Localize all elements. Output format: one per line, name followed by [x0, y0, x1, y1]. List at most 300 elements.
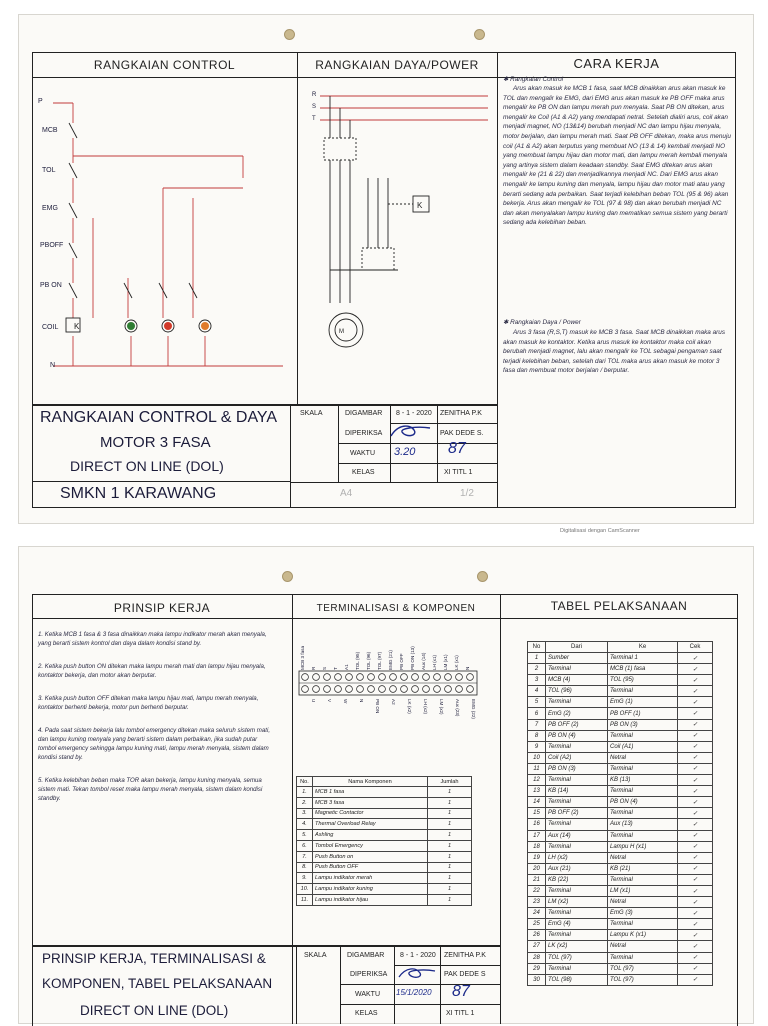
- pel-cell-cek: ✓: [678, 797, 713, 808]
- pel-cell-dari: Terminal: [546, 741, 608, 752]
- terminal-screw: [368, 674, 375, 681]
- terminal-screw: [445, 674, 452, 681]
- digambar2-name: ZENITHA P.K: [444, 952, 486, 959]
- terminal-screw: [390, 686, 397, 693]
- table-row: [528, 908, 713, 919]
- komp-cell-no: 7.: [297, 851, 313, 862]
- pel-cell-no: 13: [528, 786, 546, 797]
- pel-cell-no: 7: [528, 719, 546, 730]
- terminal-screw: [313, 686, 320, 693]
- pel-cell-cek: ✓: [678, 897, 713, 908]
- binder-hole: [477, 571, 488, 582]
- prinsip-item: 4. Pada saat sistem bekerja lalu tombol emergency ditekan maka seluruh sistem mati, dan lampu kuning menyala yang berarti sistem dalam perbaikan, jika sudah putar tombol emergency sehingga lampu kuning mati, lampu merah menyala, sistem dalam kondisi stand by.: [38, 727, 271, 761]
- komp-cell-no: 1.: [297, 787, 313, 798]
- pel-cell-dari: PB ON (3): [546, 763, 608, 774]
- terminal-screw: [302, 674, 309, 681]
- table-row: [297, 797, 472, 808]
- pelaksanaan-table: [527, 641, 713, 986]
- pel-cell-dari: Terminal: [546, 885, 608, 896]
- waktu2-label: WAKTU: [355, 991, 381, 998]
- pel-cell-dari: Terminal: [546, 819, 608, 830]
- power-circuit-diagram: [298, 78, 497, 403]
- pel-cell-no: 3: [528, 675, 546, 686]
- pel-cell-no: 16: [528, 819, 546, 830]
- waktu-label: WAKTU: [350, 450, 376, 457]
- pel-cell-cek: ✓: [678, 963, 713, 974]
- terminal-screw: [467, 686, 474, 693]
- table-row: [528, 708, 713, 719]
- pel-cell-dari: Terminal: [546, 697, 608, 708]
- terminal-screw: [324, 674, 331, 681]
- table-row: [528, 697, 713, 708]
- terminal-screw: [412, 686, 419, 693]
- nilai2-value: 87: [452, 983, 470, 1000]
- terminal-label: LH (x1): [432, 654, 437, 670]
- terminal-screw: [423, 686, 430, 693]
- komp-cell-no: 11.: [297, 894, 313, 905]
- table-row: [528, 874, 713, 885]
- terminal-label: T: [333, 667, 338, 670]
- school-name: SMKN 1 KARAWANG: [60, 485, 217, 502]
- pel-cell-no: 27: [528, 941, 546, 952]
- terminal-bottom-labels: [300, 699, 480, 739]
- table-row: [528, 863, 713, 874]
- prinsip-item: 1. Ketika MCB 1 fasa & 3 fasa dinaikkan maka lampu indikator merah akan menyala, yang berarti sistem kontrol dan daya dalam kondisi stand by.: [38, 631, 267, 647]
- pel-cell-no: 18: [528, 841, 546, 852]
- pel-cell-cek: ✓: [678, 763, 713, 774]
- pel-cell-ke: Terminal: [608, 686, 678, 697]
- komp-cell-no: 5.: [297, 830, 313, 841]
- digambar2-label: DIGAMBAR: [347, 952, 385, 959]
- pel-cell-no: 15: [528, 808, 546, 819]
- komp-cell-no: 10.: [297, 884, 313, 895]
- table-row: [297, 894, 472, 905]
- terminal-screw: [346, 674, 353, 681]
- pel-cell-ke: Netral: [608, 941, 678, 952]
- pel-cell-dari: TOL (98): [546, 974, 608, 985]
- terminal-label: S: [322, 666, 327, 670]
- pel-cell-ke: Terminal: [608, 763, 678, 774]
- terminal-screw: [302, 686, 309, 693]
- komp-cell-nama: Lampu indikator merah: [313, 873, 428, 884]
- table-row: [528, 686, 713, 697]
- komp-cell-jumlah: 1: [428, 840, 472, 851]
- diperiksa-label: DIPERIKSA: [345, 430, 383, 437]
- pel-cell-no: 8: [528, 730, 546, 741]
- power-label-s: S: [312, 104, 317, 110]
- table-row: [528, 775, 713, 786]
- pel-cell-no: 30: [528, 974, 546, 985]
- terminal-screw: [390, 674, 397, 681]
- binder-hole: [474, 29, 485, 40]
- terminal-screw: [445, 686, 452, 693]
- komp-cell-jumlah: 1: [428, 808, 472, 819]
- pel-cell-dari: LK (x2): [546, 941, 608, 952]
- table-row: [528, 719, 713, 730]
- pel-cell-ke: PB ON (3): [608, 719, 678, 730]
- pel-cell-dari: LM (x2): [546, 897, 608, 908]
- digambar-name: ZENITHA P.K: [440, 410, 482, 417]
- pel-cell-cek: ✓: [678, 908, 713, 919]
- pel-cell-ke: Terminal: [608, 919, 678, 930]
- pel-cell-cek: ✓: [678, 885, 713, 896]
- terminal-screw: [357, 686, 364, 693]
- control-label-pbon: PB ON: [40, 282, 62, 289]
- control-label-n: N: [50, 362, 56, 369]
- pel-cell-cek: ✓: [678, 919, 713, 930]
- title2-line-1: PRINSIP KERJA, TERMINALISASI &: [42, 951, 266, 966]
- komponen-col-nama: Nama Komponen: [313, 777, 428, 787]
- kelas2-value: XI TITL 1: [446, 1010, 475, 1017]
- prinsip-header: PRINSIP KERJA: [113, 601, 211, 615]
- terminal-screw: [434, 674, 441, 681]
- pel-cell-no: 6: [528, 708, 546, 719]
- diperiksa2-label: DIPERIKSA: [350, 971, 388, 978]
- pel-cell-cek: ✓: [678, 708, 713, 719]
- cara-power-text: Arus 3 fasa (R,S,T) masuk ke MCB 3 fasa. Saat MCB dinaikkan maka arus akan masuk ke kontaktor. Ketika arus masuk ke kontaktor maka coil akan berubah menjadi magnet, lalu akan mengalir ke TOL sebagai pengaman saat terjadi kelebihan beban, setelah dari TOL maka arus akan masuk ke motor 3 fasa dan membuat motor berjalan / berputar.: [503, 329, 726, 375]
- table-row: [528, 797, 713, 808]
- paraf-signature-2: [396, 965, 438, 983]
- paraf-signature: [388, 422, 434, 442]
- pel-cell-dari: Terminal: [546, 664, 608, 675]
- terminal-label: TOL (97): [377, 651, 382, 670]
- title2-line-2: KOMPONEN, TABEL PELAKSANAAN: [42, 976, 273, 991]
- terminal-label: N: [465, 666, 470, 670]
- terminal-screw: [412, 674, 419, 681]
- pel-cell-ke: KB (13): [608, 775, 678, 786]
- pel-cell-dari: PB ON (4): [546, 730, 608, 741]
- pel-cell-cek: ✓: [678, 830, 713, 841]
- komp-cell-nama: MCB 1 fasa: [313, 787, 428, 798]
- pel-cell-cek: ✓: [678, 697, 713, 708]
- terminal-strip: [298, 670, 480, 696]
- komp-cell-jumlah: 1: [428, 787, 472, 798]
- table-row: [528, 763, 713, 774]
- table-row: [297, 840, 472, 851]
- komp-cell-jumlah: 1: [428, 873, 472, 884]
- terminal-label: PB ON: [375, 699, 380, 714]
- terminal-label: MCB 3 fasa: [300, 646, 305, 670]
- komp-cell-nama: Push Button on: [313, 851, 428, 862]
- pel-cell-cek: ✓: [678, 852, 713, 863]
- pel-cell-ke: Terminal: [608, 786, 678, 797]
- terminal-label: N: [359, 699, 364, 703]
- terminal-label: LM (x1): [443, 654, 448, 670]
- terminal-label: EMG (22): [471, 699, 476, 719]
- terminal-label: TOL (95): [355, 651, 360, 670]
- cara-kerja-header: CARA KERJA: [573, 56, 660, 71]
- pel-cell-no: 10: [528, 752, 546, 763]
- pel-cell-no: 20: [528, 863, 546, 874]
- terminal-screw: [456, 674, 463, 681]
- pel-cell-ke: EmG (3): [608, 908, 678, 919]
- table-row: [528, 885, 713, 896]
- title-line-2: MOTOR 3 FASA: [100, 434, 211, 451]
- kelas-label: KELAS: [352, 469, 375, 476]
- pel-cell-ke: PB ON (4): [608, 797, 678, 808]
- pel-cell-no: 26: [528, 930, 546, 941]
- komp-cell-jumlah: 1: [428, 894, 472, 905]
- pel-cell-no: 23: [528, 897, 546, 908]
- terminal-label: V: [327, 699, 332, 703]
- pel-cell-cek: ✓: [678, 819, 713, 830]
- komp-cell-jumlah: 1: [428, 851, 472, 862]
- terminal-label: EMG (21): [388, 650, 393, 670]
- waktu-value: 3.20: [394, 446, 416, 458]
- terminal-screw: [379, 686, 386, 693]
- terminal-header: TERMINALISASI & KOMPONEN: [316, 603, 476, 614]
- komp-cell-nama: Lampu indikator kuning: [313, 884, 428, 895]
- table-row: [528, 974, 713, 985]
- pel-cell-no: 14: [528, 797, 546, 808]
- komp-cell-nama: Tombol Emergency: [313, 840, 428, 851]
- pel-cell-dari: Terminal: [546, 841, 608, 852]
- pel-cell-ke: Netral: [608, 852, 678, 863]
- terminal-screw: [467, 674, 474, 681]
- pel-cell-dari: Aux (21): [546, 863, 608, 874]
- terminal-screw: [324, 686, 331, 693]
- pel-cell-ke: Aux (13): [608, 819, 678, 830]
- komp-cell-nama: Push Button OFF: [313, 862, 428, 873]
- terminal-label: LM (x2): [439, 699, 444, 715]
- title-line-1: RANGKAIAN CONTROL & DAYA: [40, 409, 278, 426]
- pel-cell-ke: Coil (A1): [608, 741, 678, 752]
- digambar2-date: 8 - 1 - 2020: [400, 952, 436, 959]
- pel-cell-dari: Terminal: [546, 930, 608, 941]
- komp-cell-jumlah: 1: [428, 884, 472, 895]
- pel-cell-dari: PB OFF (2): [546, 719, 608, 730]
- pel-cell-dari: LH (x2): [546, 852, 608, 863]
- control-header: RANGKAIAN CONTROL: [93, 58, 236, 72]
- prinsip-item: 5. Ketika kelebihan beban maka TOR akan bekerja, lampu kuning menyala, semua sistem mati. Tekan tombol reset maka lampu merah menyala, sistem dalam kondisi standby.: [38, 777, 263, 802]
- terminal-screw: [401, 686, 408, 693]
- komponen-col-no: No.: [297, 777, 313, 787]
- pel-cell-dari: Aux (14): [546, 830, 608, 841]
- pel-cell-cek: ✓: [678, 653, 713, 664]
- table-row: [528, 730, 713, 741]
- table-row: [297, 808, 472, 819]
- komp-cell-jumlah: 1: [428, 797, 472, 808]
- title2-line-3: DIRECT ON LINE (DOL): [80, 1003, 229, 1018]
- title-line-3: DIRECT ON LINE (DOL): [70, 458, 224, 474]
- skala-label: SKALA: [300, 410, 323, 417]
- prinsip-item: 2. Ketika push button ON ditekan maka lampu merah mati dan lampu hijau menyala, kontaktor bekerja, dan motor akan berputar.: [38, 663, 266, 679]
- pel-cell-cek: ✓: [678, 686, 713, 697]
- komp-cell-no: 2.: [297, 797, 313, 808]
- pel-cell-no: 19: [528, 852, 546, 863]
- prinsip-item: 3. Ketika push button OFF ditekan maka lampu hijau mati, lampu merah menyala, kontaktor berhenti bekerja, motor pun berhenti berputar.: [38, 695, 259, 711]
- komponen-col-jumlah: Jumlah: [428, 777, 472, 787]
- pel-cell-no: 9: [528, 741, 546, 752]
- pel-cell-cek: ✓: [678, 786, 713, 797]
- pel-cell-cek: ✓: [678, 941, 713, 952]
- binder-hole: [284, 29, 295, 40]
- komp-cell-nama: Ashling: [313, 830, 428, 841]
- terminal-screw: [368, 686, 375, 693]
- table-row: [528, 653, 713, 664]
- table-row: [528, 952, 713, 963]
- pel-cell-ke: Netral: [608, 897, 678, 908]
- terminal-label: LK (x2): [407, 699, 412, 714]
- svg-text:M: M: [339, 329, 344, 335]
- pel-col-dari: Dari: [546, 642, 608, 653]
- pel-cell-dari: Terminal: [546, 775, 608, 786]
- pel-cell-dari: Coil (A2): [546, 752, 608, 763]
- komp-cell-jumlah: 1: [428, 830, 472, 841]
- komp-cell-no: 6.: [297, 840, 313, 851]
- pel-cell-ke: Terminal: [608, 874, 678, 885]
- pel-col-ke: Ke: [608, 642, 678, 653]
- pel-cell-dari: TOL (97): [546, 952, 608, 963]
- pel-cell-dari: Terminal: [546, 908, 608, 919]
- pel-cell-no: 4: [528, 686, 546, 697]
- komponen-header-row: [297, 777, 472, 787]
- terminal-top-labels: [300, 628, 480, 670]
- pel-cell-ke: EmG (1): [608, 697, 678, 708]
- terminal-label: Aux (14): [421, 652, 426, 670]
- table-row: [528, 941, 713, 952]
- control-label-coil: COIL: [42, 324, 59, 331]
- control-circuit-diagram: [33, 78, 297, 403]
- pel-cell-no: 17: [528, 830, 546, 841]
- pel-cell-ke: Terminal: [608, 808, 678, 819]
- terminal-label: TOL (96): [366, 651, 371, 670]
- terminal-screw: [401, 674, 408, 681]
- komp-cell-no: 8.: [297, 862, 313, 873]
- table-row: [297, 851, 472, 862]
- table-row: [528, 752, 713, 763]
- pel-cell-cek: ✓: [678, 752, 713, 763]
- table-row: [528, 852, 713, 863]
- pel-cell-ke: LM (x1): [608, 885, 678, 896]
- pel-cell-cek: ✓: [678, 952, 713, 963]
- pel-cell-no: 25: [528, 919, 546, 930]
- table-row: [528, 897, 713, 908]
- pel-cell-dari: PB OFF (2): [546, 808, 608, 819]
- waktu2-value: 15/1/2020: [396, 988, 432, 997]
- kelas-value: XI TITL 1: [444, 469, 473, 476]
- binder-hole: [282, 571, 293, 582]
- table-row: [297, 862, 472, 873]
- diperiksa2-name: PAK DEDE S: [444, 971, 486, 978]
- terminal-screw: [456, 686, 463, 693]
- pel-cell-ke: Terminal: [608, 830, 678, 841]
- komp-cell-jumlah: 1: [428, 862, 472, 873]
- pel-cell-no: 2: [528, 664, 546, 675]
- table-row: [528, 741, 713, 752]
- pel-cell-no: 1: [528, 653, 546, 664]
- pel-cell-dari: MCB (4): [546, 675, 608, 686]
- komponen-table: [296, 776, 472, 906]
- pel-cell-ke: Terminal: [608, 952, 678, 963]
- terminal-screw: [335, 686, 342, 693]
- table-row: [528, 819, 713, 830]
- pel-cell-dari: EmG (2): [546, 708, 608, 719]
- komp-cell-nama: MCB 3 fasa: [313, 797, 428, 808]
- nilai-value: 87: [448, 440, 466, 457]
- terminal-label: W: [343, 699, 348, 704]
- table-row: [528, 675, 713, 686]
- table-row: [528, 963, 713, 974]
- table-row: [297, 830, 472, 841]
- svg-text:K: K: [417, 201, 423, 210]
- pel-cell-dari: KB (14): [546, 786, 608, 797]
- cara-control-title: ✱ Rangkaian Control: [503, 76, 564, 83]
- table-row: [297, 787, 472, 798]
- komp-cell-nama: Thermal Overload Relay: [313, 819, 428, 830]
- control-label-tol: TOL: [42, 167, 56, 174]
- pel-cell-dari: Sumber: [546, 653, 608, 664]
- pel-cell-no: 29: [528, 963, 546, 974]
- table-row: [528, 930, 713, 941]
- pel-cell-cek: ✓: [678, 664, 713, 675]
- pel-cell-dari: EmG (4): [546, 919, 608, 930]
- cara-control-text: Arus akan masuk ke MCB 1 fasa, saat MCB dinaikkan arus akan masuk ke TOL dan mengalir ke EMG, dari EMG arus akan masuk ke PB OFF maka arus mengalir ke PB ON dan lampu merah pun menyala. Saat PB ON ditekan, arus mengalir ke Coil (A1 & A2) yang mendapati netral. Setelah dialiri arus, coil akan menjadi magnet, NO (13&14) berubah menjadi NC dan lampu hijau menyala, motor berjalan, dan lampu merah mati. Saat PB OFF ditekan, maka arus menuju coil (A1 & A2) akan terputus yang membuat NO (13 & 14) kembali menjadi NO yang membuat lampu hijau dan motor mati, dan lampu merah kembali menyala yang artinya sistem dalam keadaan standby. Saat EMG ditekan arus akan mengalir ke (21 & 22) dan menjadikannya menjadi NC. Dari EMG arus akan mengalir ke lampu kuning dan menyala, lampu hijau dan motor mati atau yang berarti sedang ada perbaikan. Saat terjadi kelebihan beban TOL (95 & 96) akan bekerja. Arus akan mengalir ke TOL (97 & 98) dan akan berubah menjadi NC dan akan menyalakan lampu kuning dan mematikan semua sistem yang berarti sedang ada kelebihan beban.: [503, 85, 731, 227]
- table-row: [528, 664, 713, 675]
- pel-cell-ke: PB OFF (1): [608, 708, 678, 719]
- tabel-header: TABEL PELAKSANAAN: [550, 599, 688, 613]
- pel-cell-ke: KB (21): [608, 863, 678, 874]
- pel-cell-dari: Terminal: [546, 963, 608, 974]
- prinsip-list: [38, 630, 270, 817]
- terminal-label: U: [311, 699, 316, 703]
- pel-cell-cek: ✓: [678, 841, 713, 852]
- pel-cell-no: 24: [528, 908, 546, 919]
- pel-cell-cek: ✓: [678, 775, 713, 786]
- table-row: [297, 873, 472, 884]
- power-header: RANGKAIAN DAYA/POWER: [315, 58, 479, 72]
- terminal-screw: [379, 674, 386, 681]
- pel-cell-no: 28: [528, 952, 546, 963]
- pel-cell-ke: TOL (97): [608, 963, 678, 974]
- pel-cell-dari: TOL (96): [546, 686, 608, 697]
- table-row: [297, 884, 472, 895]
- terminal-label: LK (x1): [454, 655, 459, 670]
- kelas2-label: KELAS: [355, 1010, 378, 1017]
- table-row: [297, 819, 472, 830]
- terminal-label: R: [311, 666, 316, 670]
- terminal-screw: [423, 674, 430, 681]
- pel-cell-ke: MCB (1) fasa: [608, 664, 678, 675]
- pel-cell-cek: ✓: [678, 675, 713, 686]
- pel-cell-ke: Terminal 1: [608, 653, 678, 664]
- terminal-label: A1: [344, 664, 349, 670]
- terminal-screw: [313, 674, 320, 681]
- komp-cell-jumlah: 1: [428, 819, 472, 830]
- terminal-screw: [346, 686, 353, 693]
- pel-cell-dari: Terminal: [546, 797, 608, 808]
- pel-cell-cek: ✓: [678, 730, 713, 741]
- pel-cell-no: 22: [528, 885, 546, 896]
- digambar-date: 8 - 1 - 2020: [396, 410, 432, 417]
- pelaksanaan-header-row: [528, 642, 713, 653]
- pel-cell-cek: ✓: [678, 808, 713, 819]
- terminal-label: LH (x2): [423, 699, 428, 715]
- komp-cell-no: 9.: [297, 873, 313, 884]
- power-label-r: R: [312, 92, 317, 98]
- komp-cell-nama: Magnetic Contactor: [313, 808, 428, 819]
- pel-cell-ke: TOL (97): [608, 974, 678, 985]
- control-label-pboff: PBOFF: [40, 242, 64, 249]
- pel-cell-ke: Netral: [608, 752, 678, 763]
- terminal-screw: [335, 674, 342, 681]
- digambar-label: DIGAMBAR: [345, 410, 383, 417]
- terminal-screw: [357, 674, 364, 681]
- terminal-label: A2: [391, 699, 396, 705]
- control-label-emg: EMG: [42, 205, 58, 212]
- table-row: [528, 808, 713, 819]
- pel-cell-cek: ✓: [678, 863, 713, 874]
